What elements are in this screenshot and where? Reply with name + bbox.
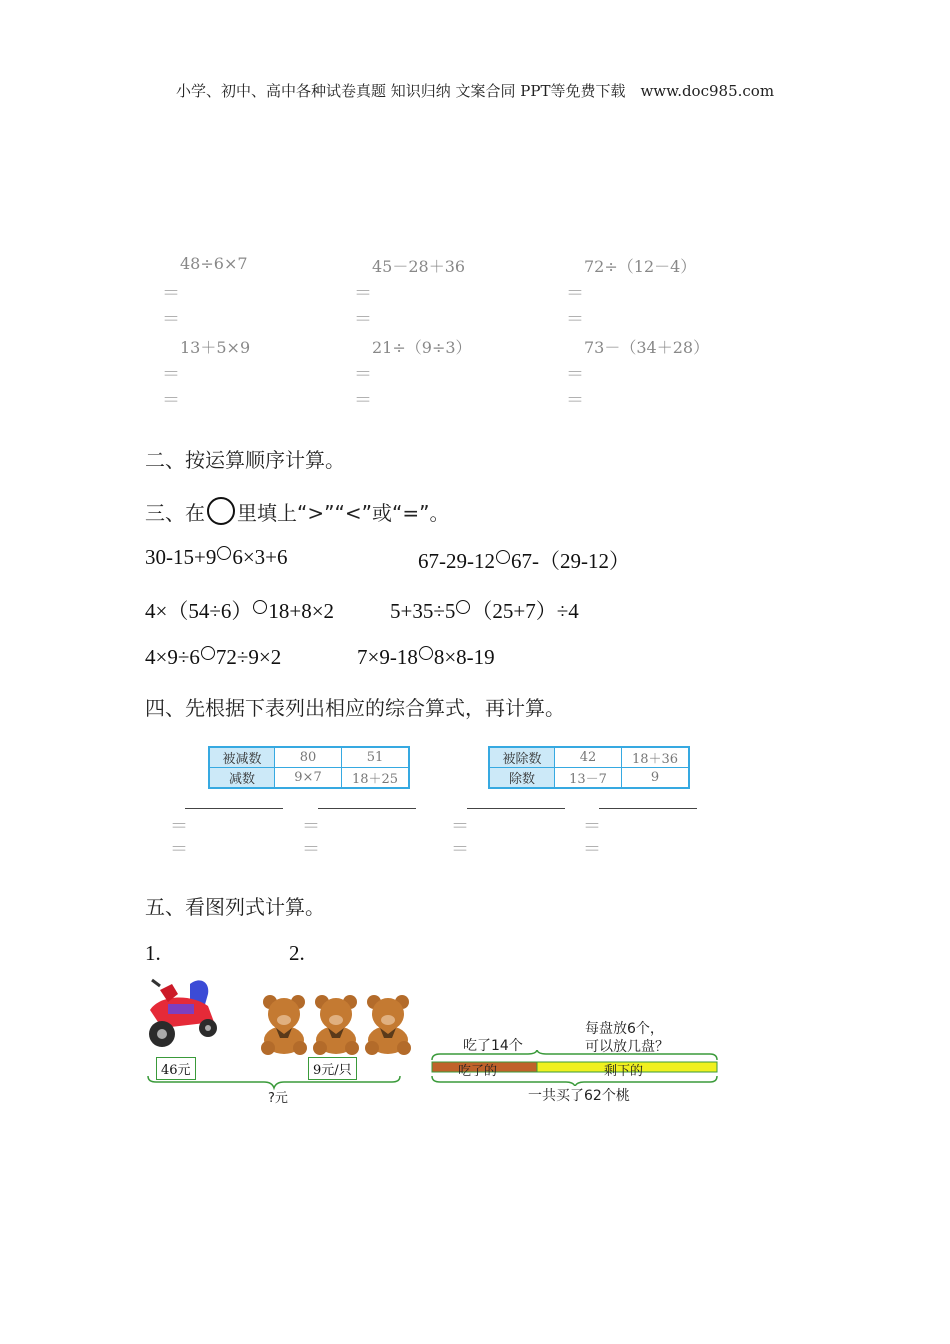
- equals-sign: ＝: [162, 364, 180, 385]
- equals-sign: ＝: [162, 283, 180, 304]
- section-4-heading: 四、先根据下表列出相应的综合算式，再计算。: [145, 696, 565, 720]
- compare-circle[interactable]: [456, 600, 470, 614]
- section-3-heading: [145, 497, 449, 526]
- teddy-bear-icon: [261, 995, 307, 1055]
- section-3-suffix: 里填上“>”“<”或“=”。: [237, 501, 450, 525]
- compare-circle[interactable]: [201, 646, 215, 660]
- expression: 48÷6×7: [180, 254, 248, 273]
- equals-sign: ＝: [354, 283, 372, 304]
- expression: 21÷（9÷3）: [372, 338, 472, 357]
- eaten-label: 吃了14个: [463, 1038, 523, 1054]
- section-3-prefix: 三、在: [145, 501, 205, 525]
- equals-sign: ＝: [583, 816, 601, 837]
- section-5-heading: 五、看图列式计算。: [145, 895, 325, 919]
- teddy-bear-icon: [365, 995, 411, 1055]
- answer-line[interactable]: [185, 808, 283, 809]
- answer-line[interactable]: [467, 808, 565, 809]
- compare-item: 67-29-12 67-（29-12）: [418, 549, 630, 573]
- equals-sign: ＝: [170, 816, 188, 837]
- equals-sign: ＝: [566, 390, 584, 411]
- equals-sign: ＝: [451, 816, 469, 837]
- equals-sign: ＝: [302, 816, 320, 837]
- equals-sign: ＝: [566, 309, 584, 330]
- subtraction-table: 被减数 80 51 减数 9×7 18＋25: [208, 746, 410, 789]
- price-label-bear: 9元/只: [308, 1057, 357, 1080]
- remaining-bar-label: 剩下的: [604, 1064, 644, 1079]
- question-line-2: 可以放几盘？: [585, 1039, 669, 1055]
- eaten-bar-label: 吃了的: [458, 1064, 498, 1079]
- price-label-bike: 46元: [156, 1057, 196, 1080]
- equals-sign: ＝: [566, 283, 584, 304]
- compare-item: 5+35÷5 （25+7）÷4: [390, 599, 579, 623]
- compare-circle[interactable]: [217, 546, 231, 560]
- compare-circle[interactable]: [253, 600, 267, 614]
- expression: 73－（34＋28）: [584, 338, 710, 357]
- equals-sign: ＝: [354, 364, 372, 385]
- compare-item: 30-15+9 6×3+6: [145, 545, 288, 569]
- equals-sign: ＝: [354, 309, 372, 330]
- section-2-heading: 二、按运算顺序计算。: [145, 448, 345, 472]
- expression: 72÷（12－4）: [584, 257, 697, 276]
- expression: 13＋5×9: [180, 338, 251, 357]
- equals-sign: ＝: [451, 839, 469, 860]
- toy-shopping-illustration: [142, 972, 417, 1102]
- page-header: 小学、初中、高中各种试卷真题 知识归纳 文案合同 PPT等免费下载 www.doc985.com: [175, 82, 775, 100]
- equals-sign: ＝: [162, 309, 180, 330]
- compare-circle[interactable]: [496, 550, 510, 564]
- expression: 45－28＋36: [372, 257, 466, 276]
- total-question: ?元: [268, 1091, 288, 1106]
- question-line-1: 每盘放6个，: [585, 1021, 664, 1037]
- division-table: 被除数 42 18＋36 除数 13－7 9: [488, 746, 690, 789]
- answer-line[interactable]: [599, 808, 697, 809]
- equals-sign: ＝: [302, 839, 320, 860]
- top-brace-icon: [432, 1050, 717, 1060]
- answer-line[interactable]: [318, 808, 416, 809]
- circle-icon: [207, 497, 235, 525]
- compare-item: 4×（54÷6） 18+8×2: [145, 599, 335, 623]
- compare-item: 4×9÷6 72÷9×2: [145, 645, 282, 669]
- compare-circle[interactable]: [419, 646, 433, 660]
- teddy-bear-icon: [313, 995, 359, 1055]
- equals-sign: ＝: [566, 364, 584, 385]
- equals-sign: ＝: [170, 839, 188, 860]
- equals-sign: ＝: [162, 390, 180, 411]
- problem-number: 1.: [145, 941, 161, 965]
- compare-item: 7×9-18 8×8-19: [357, 645, 495, 669]
- problem-number: 2.: [289, 941, 305, 965]
- equals-sign: ＝: [354, 390, 372, 411]
- total-peaches-label: 一共买了62个桃: [528, 1088, 630, 1104]
- equals-sign: ＝: [583, 839, 601, 860]
- toy-motorbike-icon: [149, 980, 217, 1047]
